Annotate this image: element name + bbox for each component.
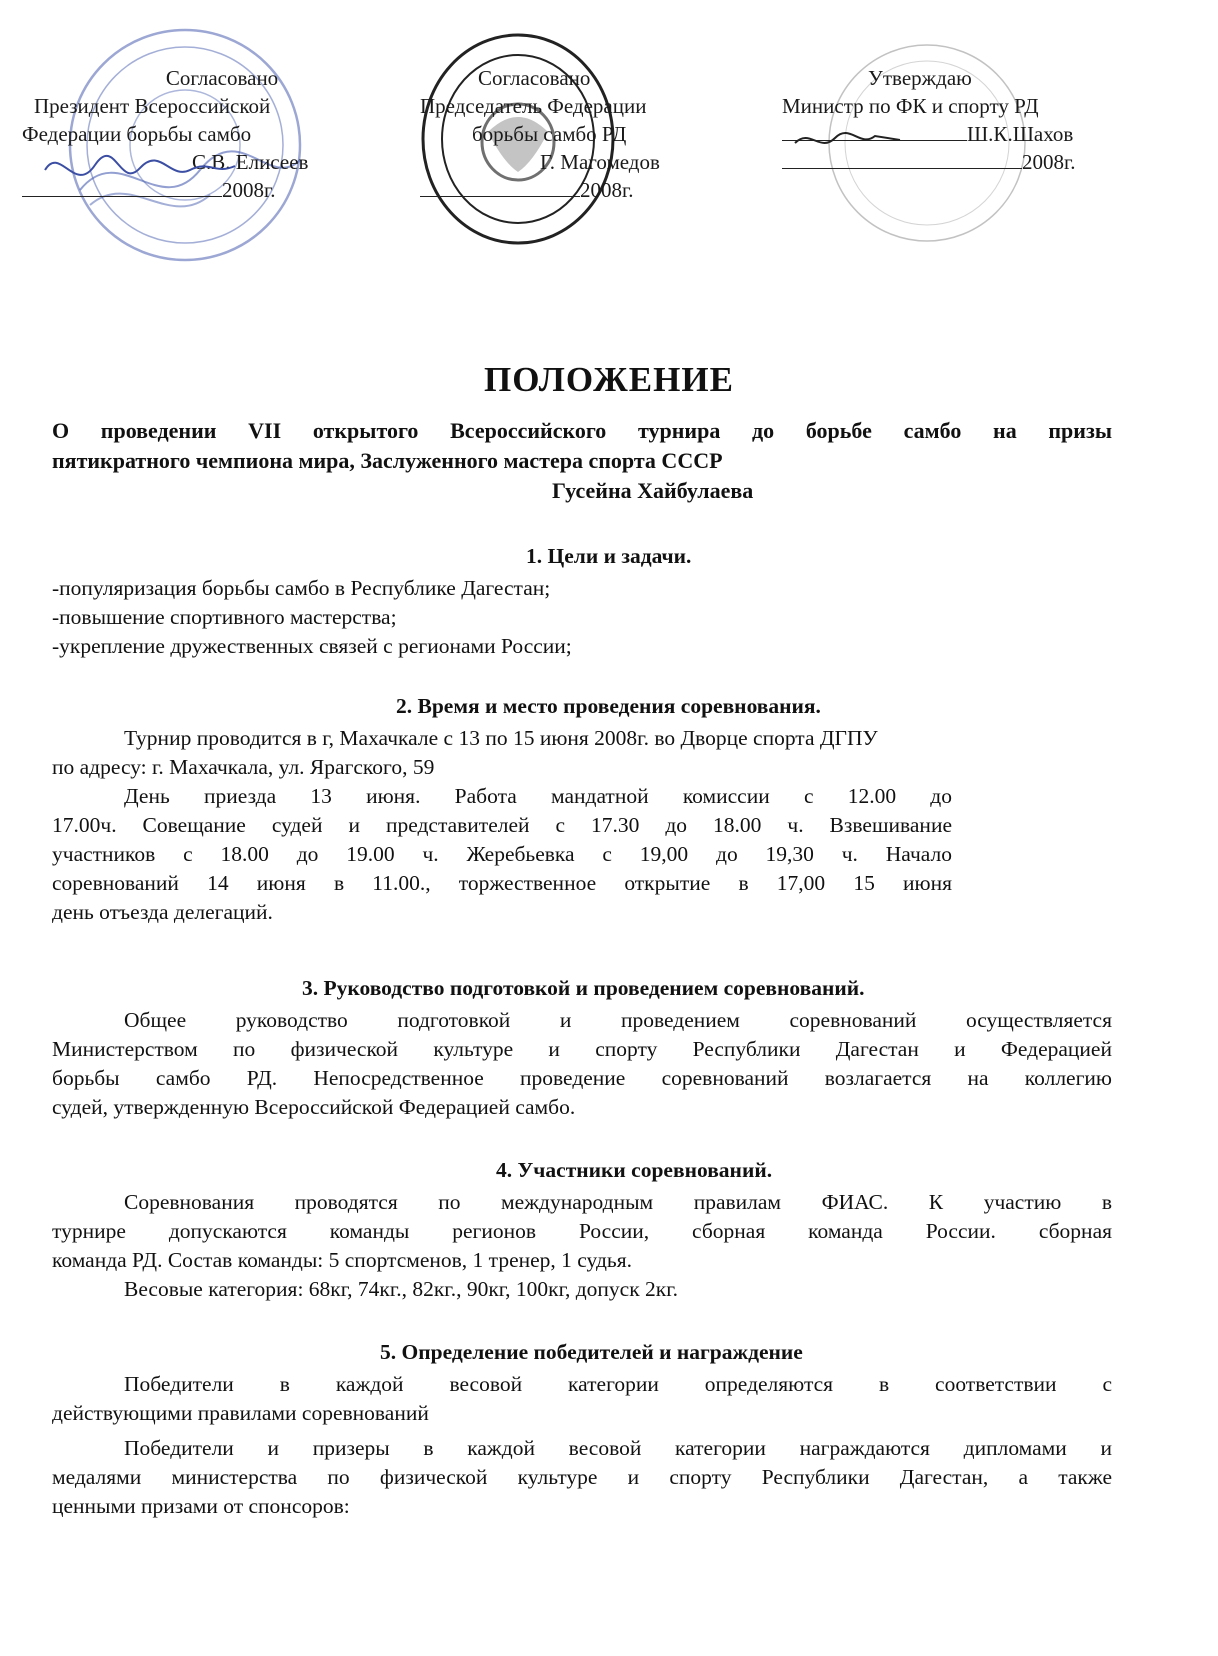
paragraph-line: команда РД. Состав команды: 5 спортсменов, 1 тренер, 1 судья. (52, 1248, 632, 1272)
paragraph-line: день отъезда делегаций. (52, 900, 273, 924)
section-3-heading: 3. Руководство подготовкой и проведением соревнований. (302, 976, 865, 1000)
signatory-name: Г. Магомедов (540, 150, 660, 174)
paragraph-line: 17.00ч. Совещание судей и представителей с 17.30 до 18.00 ч. Взвешивание (52, 813, 952, 837)
agreed-label: Согласовано (478, 66, 591, 90)
signatory-name: Ш.К.Шахов (967, 122, 1074, 146)
organization-label: борьбы самбо РД (472, 122, 627, 146)
list-item: -популяризация борьбы самбо в Республике Дагестан; (52, 576, 551, 600)
section-4-heading: 4. Участники соревнований. (496, 1158, 773, 1182)
paragraph-line: участников с 18.00 до 19.00 ч. Жеребьевка с 19,00 до 19,30 ч. Начало (52, 842, 952, 866)
paragraph-line: судей, утвержденную Всероссийской Федерацией самбо. (52, 1095, 576, 1119)
paragraph-line: Весовые категория: 68кг, 74кг., 82кг., 90кг, 100кг, допуск 2кг. (124, 1277, 679, 1301)
subtitle-line-3: Гусейна Хайбулаева (552, 478, 754, 503)
section-3-body (52, 1006, 1112, 1122)
signature-left (40, 140, 240, 200)
approval-block-middle (420, 64, 750, 204)
approve-label: Утверждаю (868, 66, 972, 90)
position-label: Министр по ФК и спорту РД (782, 94, 1039, 118)
signatory-name: С.В. Елисеев (192, 150, 309, 174)
signature-line (420, 196, 580, 197)
date-label: 2008г. (222, 178, 276, 202)
paragraph-line: Победители в каждой весовой категории определяются в соответствии с (124, 1372, 1112, 1396)
subtitle-line-2: пятикратного чемпиона мира, Заслуженного мастера спорта СССР (52, 448, 723, 473)
subtitle-line-1: О проведении VII открытого Всероссийского турнира до борьбе самбо на призы (52, 418, 1112, 443)
paragraph-line: День приезда 13 июня. Работа мандатной комиссии с 12.00 до (124, 784, 952, 808)
paragraph-line: турнире допускаются команды регионов России, сборная команда России. сборная (52, 1219, 1112, 1243)
paragraph-line: Министерством по физической культуре и спорту Республики Дагестан и Федерацией (52, 1037, 1112, 1061)
section-1-body (52, 574, 1112, 661)
paragraph-line: по адресу: г. Махачкала, ул. Ярагского, 59 (52, 755, 435, 779)
paragraph-line: действующими правилами соревнований (52, 1401, 429, 1425)
date-label: 2008г. (1022, 150, 1076, 174)
section-2-body (52, 724, 1112, 782)
section-1-heading: 1. Цели и задачи. (526, 544, 692, 568)
paragraph-line: Соревнования проводятся по международным правилам ФИАС. К участию в (124, 1190, 1112, 1214)
paragraph-line: ценными призами от спонсоров: (52, 1494, 350, 1518)
paragraph-line: борьбы самбо РД. Непосредственное проведение соревнований возлагается на коллегию (52, 1066, 1112, 1090)
paragraph-line: медалями министерства по физической культуре и спорту Республики Дагестан, а также (52, 1465, 1112, 1489)
section-4-body (52, 1188, 1112, 1304)
agreed-label: Согласовано (165, 66, 279, 90)
position-label: Председатель Федерации (420, 94, 647, 118)
signature-right (790, 118, 940, 158)
document-subtitle (52, 416, 1112, 506)
paragraph-line: Победители и призеры в каждой весовой категории награждаются дипломами и (124, 1436, 1112, 1460)
section-2-schedule (52, 782, 952, 927)
section-5-heading: 5. Определение победителей и награждение (380, 1340, 803, 1364)
organization-label: Федерации борьбы самбо (22, 122, 252, 146)
paragraph-line: Общее руководство подготовкой и проведением соревнований осуществляется (124, 1008, 1112, 1032)
section-5-body (52, 1370, 1112, 1521)
paragraph-line: соревнований 14 июня в 11.00., торжественное открытие в 17,00 15 июня (52, 871, 952, 895)
list-item: -укрепление дружественных связей с регионами России; (52, 634, 572, 658)
paragraph-line: Турнир проводится в г, Махачкале с 13 по 15 июня 2008г. во Дворце спорта ДГПУ (124, 726, 878, 750)
document-title: ПОЛОЖЕНИЕ (484, 360, 734, 399)
list-item: -повышение спортивного мастерства; (52, 605, 397, 629)
date-line (782, 168, 1022, 169)
position-label: Президент Всероссийской (34, 94, 271, 118)
section-2-heading: 2. Время и место проведения соревнования. (396, 694, 821, 718)
date-label: 2008г. (580, 178, 634, 202)
